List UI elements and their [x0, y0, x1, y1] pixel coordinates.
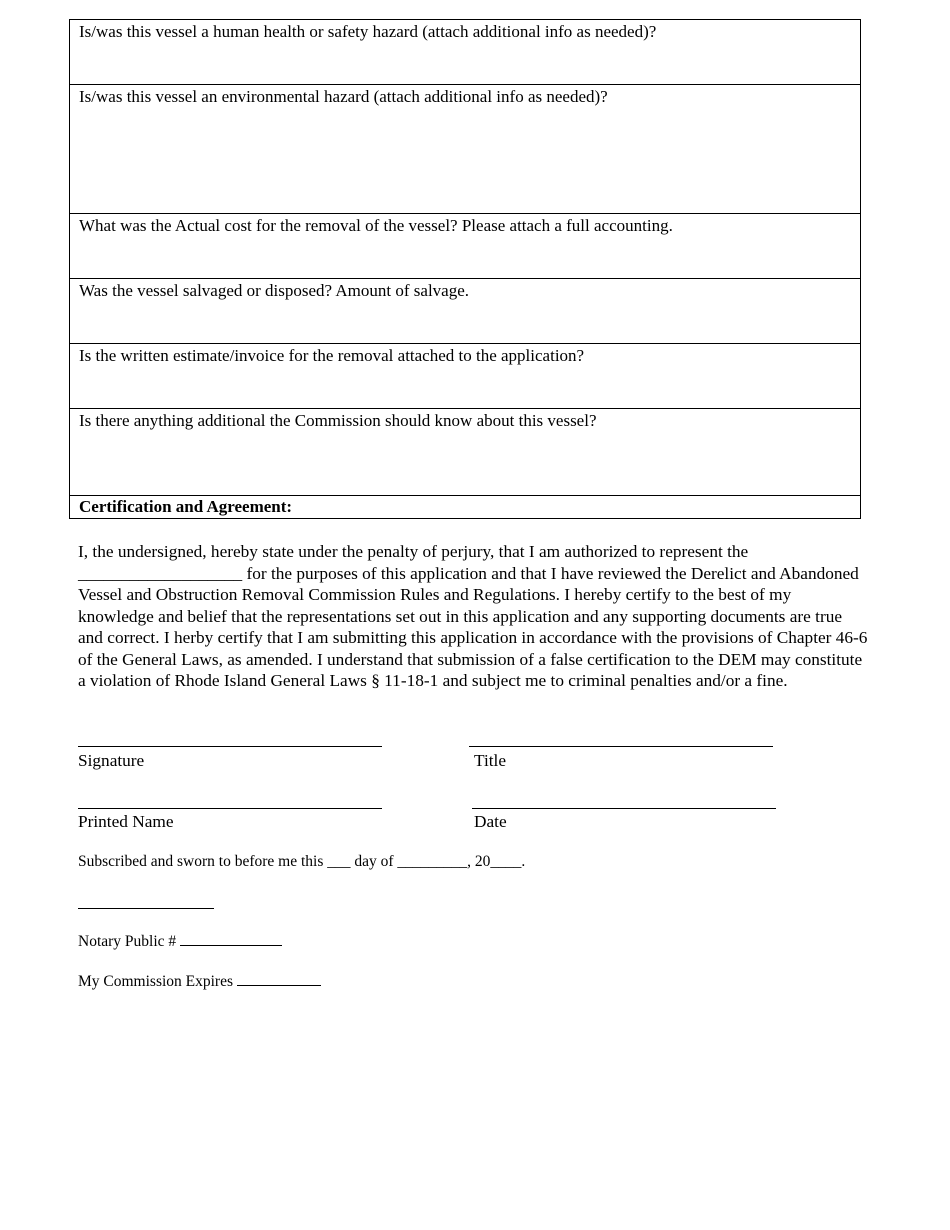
- subscribed-sworn-line: Subscribed and sworn to before me this ___ day of _________, 20____.: [78, 853, 526, 870]
- certification-heading: [70, 496, 860, 518]
- title-label: Title: [474, 751, 507, 770]
- signature-label: Signature: [78, 751, 145, 770]
- commission-expires-row: [78, 971, 321, 991]
- date-line[interactable]: [472, 808, 776, 809]
- date-label: Date: [474, 812, 507, 831]
- question-row-actual-cost[interactable]: [70, 214, 860, 279]
- question-row-environmental-hazard[interactable]: [70, 85, 860, 214]
- question-row-additional-info[interactable]: [70, 409, 860, 496]
- notary-signature-line[interactable]: [78, 908, 214, 909]
- question-label: Was the vessel salvaged or disposed? Amount of salvage.: [79, 281, 470, 300]
- question-label: Is/was this vessel a human health or safety hazard (attach additional info as needed)?: [79, 22, 657, 41]
- commission-expires-field[interactable]: [237, 971, 321, 986]
- notary-number-field[interactable]: [180, 931, 282, 946]
- commission-expires-label: My Commission Expires: [78, 973, 234, 990]
- questions-table: [69, 19, 861, 519]
- question-row-salvage[interactable]: [70, 279, 860, 344]
- question-label: Is there anything additional the Commission should know about this vessel?: [79, 411, 597, 430]
- question-label: Is the written estimate/invoice for the removal attached to the application?: [79, 346, 585, 365]
- question-row-health-hazard[interactable]: [70, 20, 860, 85]
- printed-name-line[interactable]: [78, 808, 382, 809]
- certification-heading-text: Certification and Agreement:: [79, 497, 293, 516]
- printed-name-label: Printed Name: [78, 812, 174, 831]
- certification-paragraph: I, the undersigned, hereby state under the penalty of perjury, that I am authorized to represent the ___________________ for the purposes of this application and that I have reviewed the Derelict and Abandoned Vessel and Obstruction Removal Commission Rules and Regulations. I hereby certify to the best of my knowledge and belief that the representations set out in this application and any supporting documents are true and correct. I herby certify that I am submitting this application in accordance with the provisions of Chapter 46-6 of the General Laws, as amended. I understand that submission of a false certification to the DEM may constitute a violation of Rhode Island General Laws § 11-18-1 and subject me to criminal penalties and/or a fine.: [78, 542, 868, 690]
- notary-public-label: Notary Public #: [78, 933, 177, 950]
- question-label: What was the Actual cost for the removal of the vessel? Please attach a full accounting.: [79, 216, 673, 235]
- title-line[interactable]: [469, 746, 773, 747]
- question-row-estimate-attached[interactable]: [70, 344, 860, 409]
- notary-public-row: [78, 931, 282, 951]
- question-label: Is/was this vessel an environmental hazard (attach additional info as needed)?: [79, 87, 608, 106]
- signature-line[interactable]: [78, 746, 382, 747]
